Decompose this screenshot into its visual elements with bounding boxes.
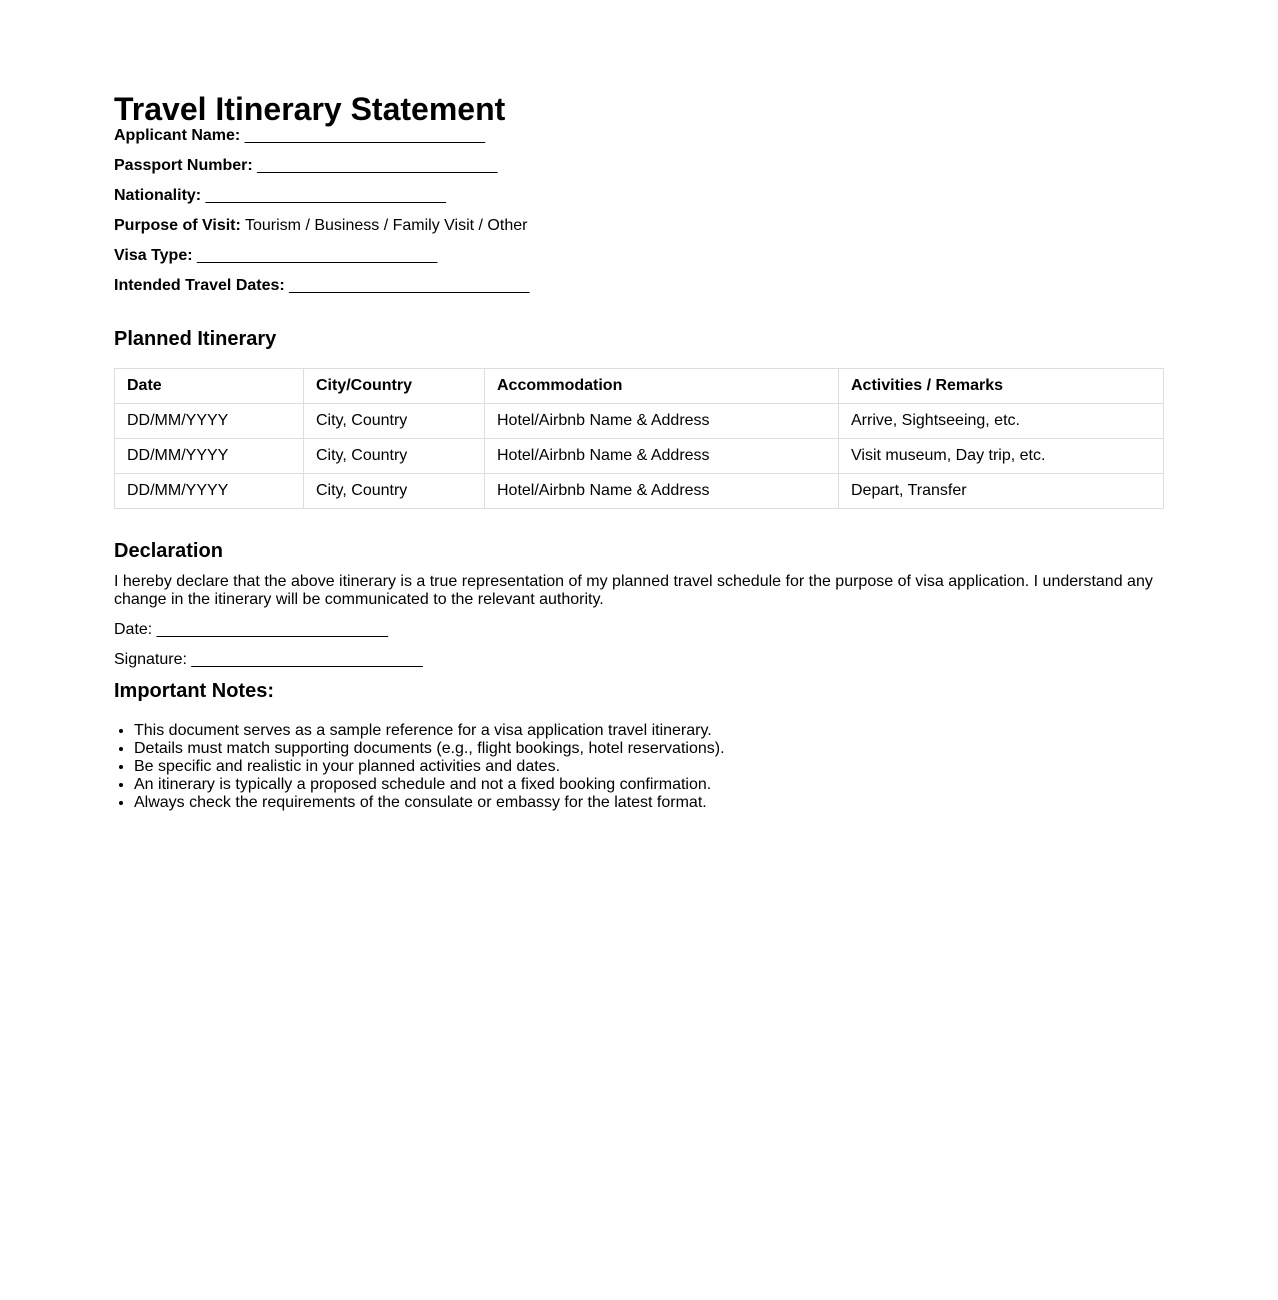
column-header-date: Date (115, 369, 304, 404)
field-value: Tourism / Business / Family Visit / Other (245, 217, 528, 234)
field-value: ___________________________ (205, 187, 446, 204)
field-label: Passport Number: (114, 157, 253, 174)
field-value: ___________________________ (289, 277, 530, 294)
itinerary-heading: Planned Itinerary (114, 328, 277, 350)
table-cell: Hotel/Airbnb Name & Address (485, 404, 839, 439)
field-nationality (114, 187, 1164, 217)
list-item: • An itinerary is typically a proposed schedule and not a fixed booking confirmation. (134, 776, 1164, 794)
itinerary-table (114, 368, 1164, 509)
list-item: • This document serves as a sample reference for a visa application travel itinerary. (134, 722, 1164, 740)
declaration-text: I hereby declare that the above itinerary is a true representation of my planned travel schedule for the purpose of visa application. I understand any change in the itinerary will be communicated to the relevant authority. (114, 573, 1153, 608)
table-cell: City, Country (304, 474, 485, 509)
field-value: ___________________________ (257, 157, 498, 174)
field-value: ___________________________ (244, 127, 485, 144)
notes-heading: Important Notes: (114, 680, 274, 702)
table-header-row (115, 369, 1164, 404)
table-cell: City, Country (304, 439, 485, 474)
field-label: Visa Type: (114, 247, 193, 264)
column-header-activities: Activities / Remarks (839, 369, 1164, 404)
field-label: Intended Travel Dates: (114, 277, 285, 294)
notes-list (114, 722, 1164, 812)
field-passport-number (114, 157, 1164, 187)
declaration-heading: Declaration (114, 540, 223, 562)
field-label: Purpose of Visit: (114, 217, 241, 234)
table-cell: DD/MM/YYYY (115, 404, 304, 439)
list-item: • Always check the requirements of the consulate or embassy for the latest format. (134, 794, 1164, 812)
declaration-signature-line: Signature: __________________________ (114, 651, 423, 668)
column-header-city-country: City/Country (304, 369, 485, 404)
table-row (115, 474, 1164, 509)
column-header-accommodation: Accommodation (485, 369, 839, 404)
table-cell: Hotel/Airbnb Name & Address (485, 474, 839, 509)
field-visa-type (114, 247, 1164, 277)
field-label: Applicant Name: (114, 127, 241, 144)
table-cell: DD/MM/YYYY (115, 474, 304, 509)
table-cell: Visit museum, Day trip, etc. (839, 439, 1164, 474)
field-label: Nationality: (114, 187, 202, 204)
field-value: ___________________________ (197, 247, 438, 264)
field-intended-travel-dates (114, 277, 1164, 307)
applicant-fields (114, 127, 1164, 307)
list-item: • Be specific and realistic in your planned activities and dates. (134, 758, 1164, 776)
table-cell: City, Country (304, 404, 485, 439)
table-cell: DD/MM/YYYY (115, 439, 304, 474)
field-applicant-name (114, 127, 1164, 157)
declaration-date-line: Date: __________________________ (114, 621, 389, 638)
page-title: Travel Itinerary Statement (114, 91, 506, 127)
list-item: • Details must match supporting documents (e.g., flight bookings, hotel reservations). (134, 740, 1164, 758)
table-row (115, 404, 1164, 439)
field-purpose-of-visit (114, 217, 1164, 247)
table-cell: Hotel/Airbnb Name & Address (485, 439, 839, 474)
table-cell: Arrive, Sightseeing, etc. (839, 404, 1164, 439)
table-row (115, 439, 1164, 474)
table-cell: Depart, Transfer (839, 474, 1164, 509)
